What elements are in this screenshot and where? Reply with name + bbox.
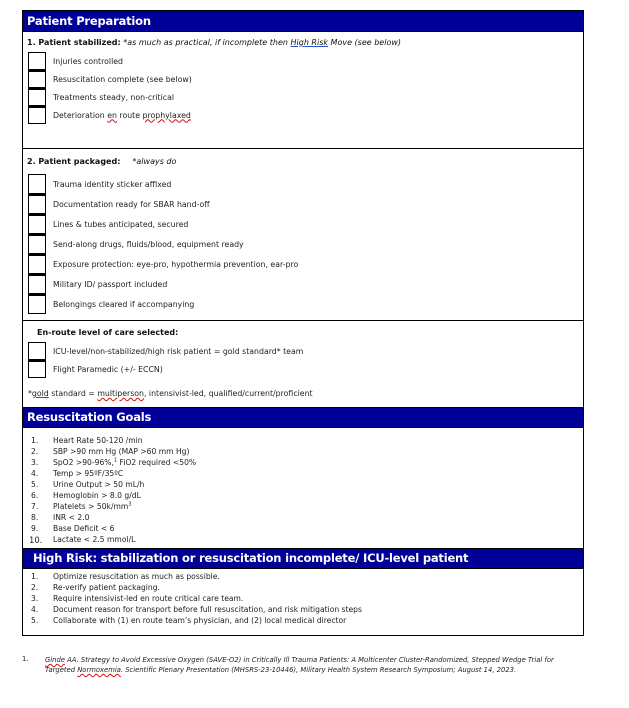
checkbox-exposure-protection[interactable]	[28, 254, 46, 274]
goal-number: 5.	[31, 480, 39, 489]
checklist-item	[23, 254, 298, 274]
reference-part: AA. Strategy to Avoid Excessive Oxygen (SAVE-O2) in Critically Ill Trauma Patients: A Multicenter Cluster-Randomized, Stepped Wedge Trial for	[64, 656, 554, 664]
footnote-part: *	[28, 389, 32, 398]
checklist-item	[23, 106, 192, 124]
packaged-checklist	[23, 174, 298, 314]
checklist-item	[23, 360, 303, 378]
goal-text: Heart Rate 50-120 /min	[53, 436, 143, 445]
step-text: Require intensivist-led en route critical care team.	[53, 594, 244, 603]
high-risk-header: High Risk: stabilization or resuscitation incomplete/ ICU-level patient	[23, 548, 583, 569]
patient-preparation-header: Patient Preparation	[23, 11, 583, 32]
step-number: 2.	[31, 583, 39, 592]
reference-part: Normoxemia	[77, 666, 121, 674]
citation-superscript: 1	[113, 457, 118, 464]
checklist-item-label: Trauma identity sticker affixed	[53, 179, 172, 189]
high-risk-item	[23, 615, 583, 626]
checklist-item	[23, 214, 298, 234]
label-part: en	[107, 110, 117, 120]
step-text: Re-verify patient packaging.	[53, 583, 160, 592]
checkbox-send-along[interactable]	[28, 234, 46, 254]
goal-number: 9.	[31, 524, 39, 533]
goal-text	[53, 457, 196, 468]
goal-item	[23, 479, 583, 490]
footnote-part: gold	[31, 389, 49, 398]
checkbox-injuries-controlled[interactable]	[28, 52, 46, 70]
gold-standard-footnote	[28, 389, 313, 398]
checklist-item-label: Flight Paramedic (+/- ECCN)	[53, 364, 163, 374]
goal-text	[53, 501, 132, 512]
reference-text	[45, 655, 554, 675]
high-risk-section	[23, 569, 583, 635]
goal-item	[23, 435, 583, 446]
stabilized-note-suffix: Move (see below)	[328, 38, 402, 47]
checkbox-treatments-steady[interactable]	[28, 88, 46, 106]
checklist-item-label: Resuscitation complete (see below)	[53, 74, 192, 84]
goal-text-part: SpO2 >90-96%,	[53, 458, 114, 467]
enroute-care-label: En-route level of care selected:	[37, 328, 179, 337]
checklist-frame	[22, 10, 584, 636]
checklist-item	[23, 342, 303, 360]
reference-number: 1.	[22, 655, 29, 663]
checklist-item-label: Military ID/ passport included	[53, 279, 168, 289]
step-number: 4.	[31, 605, 39, 614]
label-part: prophylaxed	[142, 110, 191, 120]
patient-stabilized-section	[23, 32, 583, 149]
goal-number: 10.	[29, 535, 43, 545]
enroute-checklist	[23, 342, 303, 378]
high-risk-link[interactable]: High Risk	[290, 38, 329, 47]
goal-text: Hemoglobin > 8.0 g/dL	[53, 491, 141, 500]
patient-packaged-section	[23, 149, 583, 321]
checkbox-belongings-cleared[interactable]	[28, 294, 46, 314]
checklist-item	[23, 194, 298, 214]
checkbox-icu-level-team[interactable]	[28, 342, 46, 360]
enroute-care-question	[23, 328, 178, 337]
checklist-item	[23, 70, 192, 88]
high-risk-item	[23, 571, 583, 582]
goal-text: Temp > 95ºF/35ºC	[53, 469, 124, 478]
checkbox-trauma-sticker[interactable]	[28, 174, 46, 194]
goal-text: SBP >90 mm Hg (MAP >60 mm Hg)	[53, 447, 190, 456]
reference-footnote	[22, 655, 602, 675]
checklist-item	[23, 294, 298, 314]
high-risk-item	[23, 593, 583, 604]
patient-packaged-question	[23, 157, 176, 166]
checkbox-lines-tubes[interactable]	[28, 214, 46, 234]
step-number: 1.	[31, 572, 39, 581]
goal-number: 1.	[31, 436, 39, 445]
high-risk-list	[23, 569, 583, 626]
superscript: 3	[128, 501, 132, 508]
reference-author: Ginde	[45, 656, 65, 664]
enroute-care-section	[23, 321, 583, 407]
step-text: Optimize resuscitation as much as possible.	[53, 572, 220, 581]
step-text: Collaborate with (1) en route team’s physician, and (2) local medical director	[53, 616, 347, 625]
checkbox-resuscitation-complete[interactable]	[28, 70, 46, 88]
checklist-item-label: Send-along drugs, fluids/blood, equipment ready	[53, 239, 244, 249]
patient-stabilized-label: 1. Patient stabilized:	[27, 38, 121, 47]
checklist-item	[23, 274, 298, 294]
goal-number: 2.	[31, 447, 39, 456]
packaged-note: *always do	[132, 157, 177, 166]
footnote-part: standard =	[48, 389, 98, 398]
checklist-item-label: ICU-level/non-stabilized/high risk patient = gold standard* team	[53, 346, 304, 356]
reference-part: . Scientific Plenary Presentation (MHSRS-23-10446), Military Health System Research Symposium; August 14, 2023.	[120, 666, 517, 674]
label-part: route	[116, 110, 143, 120]
goal-item	[23, 457, 583, 468]
resuscitation-goals-section	[23, 428, 583, 548]
goal-text-part: Platelets > 50k/mm	[53, 502, 129, 511]
goal-number: 6.	[31, 491, 39, 500]
reference-part: Targeted	[45, 666, 78, 674]
step-number: 3.	[31, 594, 39, 603]
goal-number: 3.	[31, 458, 39, 467]
checkbox-flight-paramedic[interactable]	[28, 360, 46, 378]
checklist-item-label: Injuries controlled	[53, 56, 123, 66]
checklist-item-label: Exposure protection: eye-pro, hypothermia prevention, ear-pro	[53, 259, 299, 269]
footnote-part: , intensivist-led, qualified/current/proficient	[143, 389, 313, 398]
goal-text-part: FiO2 required <50%	[117, 458, 197, 467]
patient-stabilized-question	[23, 38, 401, 47]
goal-item	[23, 512, 583, 523]
footnote-part: multiperson	[97, 389, 144, 398]
resuscitation-goals-list	[23, 428, 583, 546]
checklist-item	[23, 88, 192, 106]
checklist-item	[23, 234, 298, 254]
goal-number: 8.	[31, 513, 39, 522]
goal-number: 7.	[31, 502, 39, 511]
label-part: Deterioration	[53, 110, 108, 120]
high-risk-item	[23, 604, 583, 615]
checklist-item-label: Belongings cleared if accompanying	[53, 299, 195, 309]
goal-item	[23, 501, 583, 512]
checkbox-deterioration-prophylaxed[interactable]	[28, 106, 46, 124]
goal-text: INR < 2.0	[53, 513, 90, 522]
goal-item	[23, 468, 583, 479]
goal-text: Urine Output > 50 mL/h	[53, 480, 145, 489]
step-number: 5.	[31, 616, 39, 625]
goal-item	[23, 534, 583, 546]
resuscitation-goals-header: Resuscitation Goals	[23, 407, 583, 428]
goal-text: Lactate < 2.5 mmol/L	[53, 535, 136, 544]
checklist-item	[23, 174, 298, 194]
checklist-item	[23, 52, 192, 70]
goal-text: Base Deficit < 6	[53, 524, 115, 533]
goal-number: 4.	[31, 469, 39, 478]
checklist-item-label: Documentation ready for SBAR hand-off	[53, 199, 210, 209]
goal-item	[23, 523, 583, 534]
checklist-item-label	[53, 111, 191, 120]
high-risk-item	[23, 582, 583, 593]
stabilized-checklist	[23, 52, 192, 124]
step-text: Document reason for transport before full resuscitation, and risk mitigation steps	[53, 605, 362, 614]
goal-item	[23, 446, 583, 457]
stabilized-note-prefix: *as much as practical, if incomplete then	[120, 38, 291, 47]
checkbox-documentation-ready[interactable]	[28, 194, 46, 214]
goal-item	[23, 490, 583, 501]
patient-packaged-label: 2. Patient packaged:	[27, 157, 121, 166]
checklist-item-label: Lines & tubes anticipated, secured	[53, 219, 189, 229]
checkbox-military-id[interactable]	[28, 274, 46, 294]
checklist-item-label: Treatments steady, non-critical	[53, 92, 175, 102]
